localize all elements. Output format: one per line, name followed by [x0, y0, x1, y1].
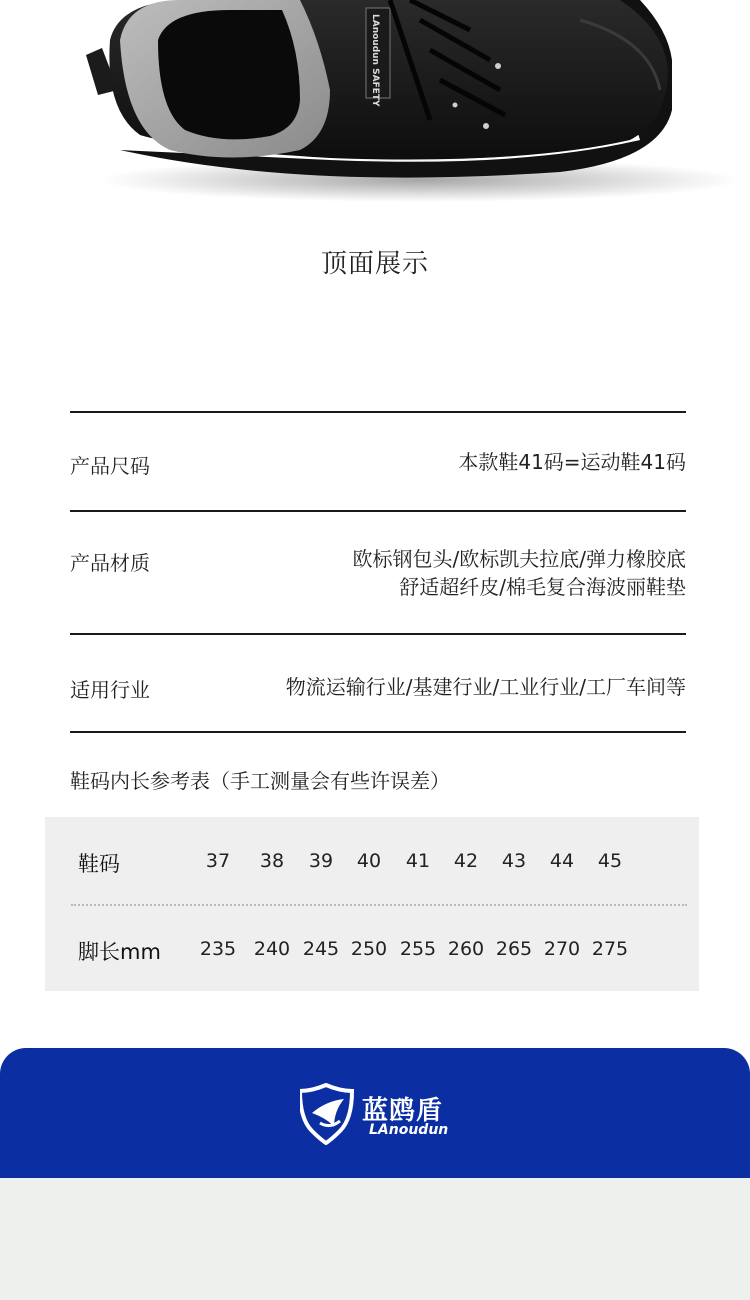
spec-label-industry: 适用行业 [70, 678, 150, 702]
size-cell: 245 [302, 938, 340, 960]
size-row-label-shoe-size: 鞋码 [78, 852, 120, 876]
size-cell: 235 [199, 938, 237, 960]
size-cell: 42 [453, 850, 479, 872]
spec-label-size: 产品尺码 [70, 454, 150, 478]
spec-value-industry [286, 673, 686, 701]
size-row-label-foot-length: 脚长mm [78, 940, 161, 964]
size-cell: 250 [350, 938, 388, 960]
divider [70, 411, 686, 413]
boot-top-view-illustration [0, 0, 750, 215]
spec-value-line: 物流运输行业/基建行业/工业行业/工厂车间等 [285, 675, 686, 699]
spec-value-material [353, 545, 686, 601]
product-image [0, 0, 750, 215]
size-chart-table [45, 817, 699, 991]
size-cell: 240 [253, 938, 291, 960]
size-cell: 37 [205, 850, 231, 872]
size-cell: 40 [356, 850, 382, 872]
size-cell: 45 [597, 850, 623, 872]
size-cell: 38 [259, 850, 285, 872]
size-cell: 275 [591, 938, 629, 960]
size-cell: 44 [549, 850, 575, 872]
footer-area [0, 1178, 750, 1300]
dotted-divider [71, 904, 687, 906]
section-title: 顶面展示 [320, 249, 429, 279]
divider [70, 633, 686, 635]
divider [70, 731, 686, 733]
divider [70, 510, 686, 512]
spec-value-size [458, 448, 686, 476]
brand-name-en: LAnoudun [369, 1122, 449, 1138]
size-cell: 265 [495, 938, 533, 960]
spec-value-line: 本款鞋41码=运动鞋41码 [458, 450, 686, 474]
tongue-label-text: LAnoudun SAFETY [370, 14, 380, 107]
size-cell: 43 [501, 850, 527, 872]
size-cell: 260 [447, 938, 485, 960]
size-cell: 255 [399, 938, 437, 960]
size-cell: 39 [308, 850, 334, 872]
spec-label-material: 产品材质 [70, 551, 150, 575]
spec-value-line: 舒适超纤皮/棉毛复合海波丽鞋垫 [399, 575, 686, 599]
brand-name-cn: 蓝鸥盾 [362, 1096, 444, 1126]
size-chart-caption: 鞋码内长参考表（手工测量会有些许误差） [70, 769, 450, 793]
size-cell: 41 [405, 850, 431, 872]
spec-value-line: 欧标钢包头/欧标凯夫拉底/弹力橡胶底 [352, 547, 686, 571]
size-cell: 270 [543, 938, 581, 960]
